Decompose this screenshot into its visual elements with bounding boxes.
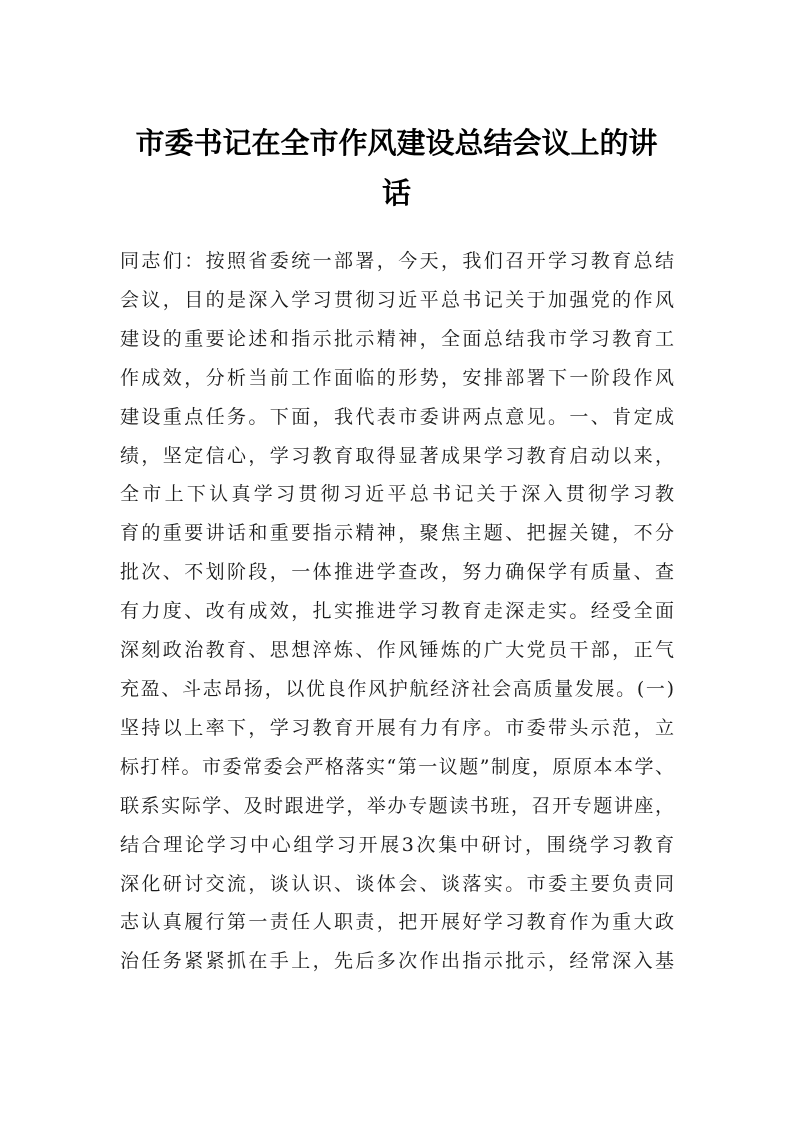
speech-body bbox=[120, 242, 674, 981]
body-line: 深化研讨交流，谈认识、谈体会、谈落实。市委主要负责同 bbox=[120, 872, 674, 895]
body-line: 联系实际学、及时跟进学，举办专题读书班，召开专题讲座， bbox=[120, 794, 674, 817]
body-line: 坚持以上率下，学习教育开展有力有序。市委带头示范，立 bbox=[120, 716, 674, 739]
body-line: 治任务紧紧抓在手上，先后多次作出指示批示，经常深入基 bbox=[120, 950, 674, 973]
body-line: 标打样。市委常委会严格落实“第一议题”制度，原原本本学、 bbox=[120, 755, 674, 778]
body-line: 作成效，分析当前工作面临的形势，安排部署下一阶段作风 bbox=[120, 366, 674, 389]
body-line: 会议，目的是深入学习贯彻习近平总书记关于加强党的作风 bbox=[120, 288, 674, 311]
body-line: 育的重要讲话和重要指示精神，聚焦主题、把握关键，不分 bbox=[120, 522, 674, 545]
body-line: 全市上下认真学习贯彻习近平总书记关于深入贯彻学习教 bbox=[120, 483, 674, 506]
body-line: 建设的重要论述和指示批示精神，全面总结我市学习教育工 bbox=[120, 327, 674, 350]
body-line: 有力度、改有成效，扎实推进学习教育走深走实。经受全面 bbox=[120, 600, 674, 623]
body-line: 批次、不划阶段，一体推进学查改，努力确保学有质量、查 bbox=[120, 561, 674, 584]
body-line: 结合理论学习中心组学习开展3次集中研讨，围绕学习教育 bbox=[120, 833, 674, 856]
title-line-1: 市委书记在全市作风建设总结会议上的讲 bbox=[135, 126, 658, 160]
body-line: 绩，坚定信心，学习教育取得显著成果学习教育启动以来， bbox=[120, 444, 674, 467]
body-line: 建设重点任务。下面，我代表市委讲两点意见。一、肯定成 bbox=[120, 405, 674, 428]
body-line: 同志们：按照省委统一部署，今天，我们召开学习教育总结 bbox=[120, 250, 674, 272]
body-line: 深刻政治教育、思想淬炼、作风锤炼的广大党员干部，正气 bbox=[120, 639, 674, 662]
document-title bbox=[120, 118, 673, 218]
body-line: 志认真履行第一责任人职责，把开展好学习教育作为重大政 bbox=[120, 911, 674, 934]
body-line: 充盈、斗志昂扬，以优良作风护航经济社会高质量发展。(一) bbox=[120, 677, 674, 700]
title-line-2: 话 bbox=[381, 176, 411, 210]
